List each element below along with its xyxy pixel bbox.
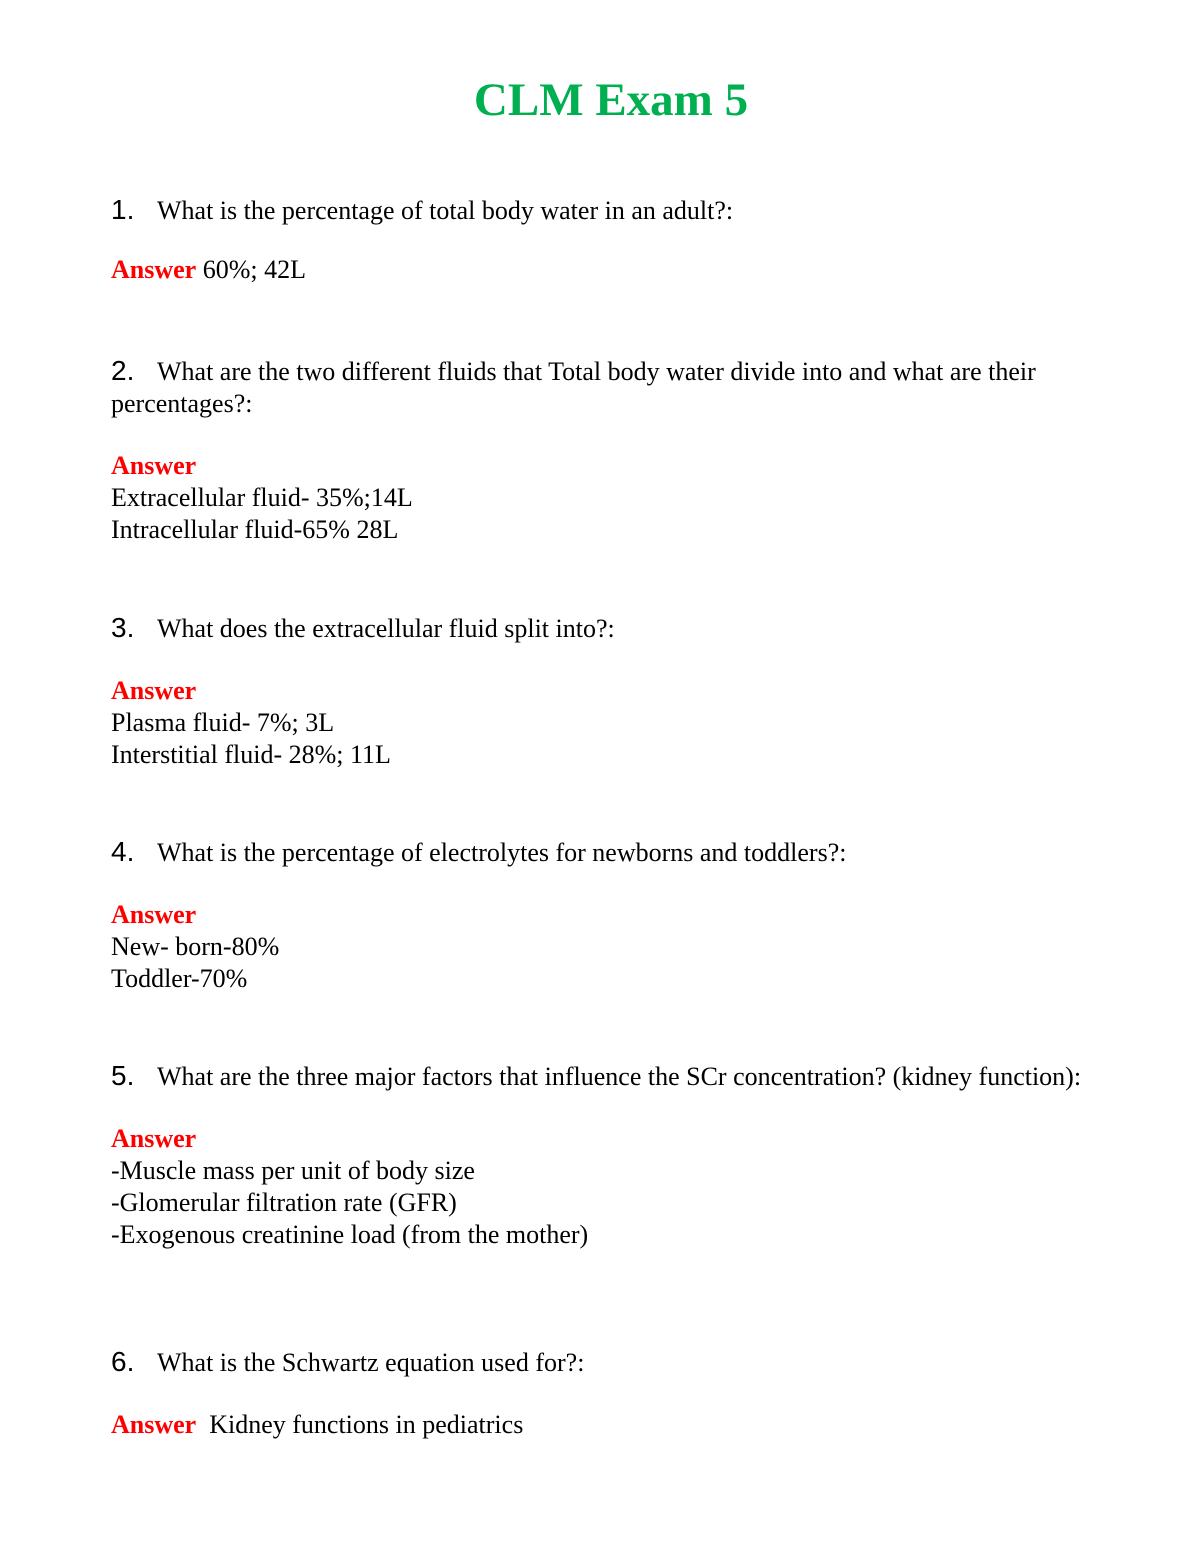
qa-item-2 (111, 355, 1111, 546)
answer-3 (111, 675, 1111, 771)
qa-item-5 (111, 1060, 1111, 1251)
answer-line: -Exogenous creatinine load (from the mother) (111, 1220, 589, 1249)
answer-line: Toddler-70% (111, 964, 248, 993)
answer-label: Answer (111, 1410, 197, 1439)
answer-line: Interstitial fluid- 28%; 11L (111, 740, 391, 769)
answer-4 (111, 899, 1111, 995)
answer-label: Answer (111, 1124, 197, 1153)
qa-item-4 (111, 836, 1111, 995)
answer-5 (111, 1123, 1111, 1251)
question-number: 6. (111, 1346, 135, 1377)
question-number: 5. (111, 1060, 135, 1091)
answer-label: Answer (111, 451, 197, 480)
answer-1 (111, 254, 1111, 286)
answer-label: Answer (111, 676, 197, 705)
answer-2 (111, 450, 1111, 546)
question-number: 4. (111, 836, 135, 867)
answer-line: Extracellular fluid- 35%;14L (111, 483, 413, 512)
answer-line: -Glomerular filtration rate (GFR) (111, 1188, 457, 1217)
question-number: 3. (111, 612, 135, 643)
question-text: What are the two different fluids that Total body water divide into and what are their percentages?: (111, 357, 1036, 418)
question-4 (111, 836, 1111, 869)
answer-line: -Muscle mass per unit of body size (111, 1156, 475, 1185)
answer-line: New- born-80% (111, 932, 280, 961)
question-1 (111, 194, 1111, 227)
answer-label: Answer (111, 255, 197, 284)
answer-line: Plasma fluid- 7%; 3L (111, 708, 335, 737)
question-number: 1. (111, 194, 135, 225)
question-text: What is the percentage of total body water in an adult?: (157, 196, 734, 225)
qa-item-6 (111, 1346, 1111, 1441)
question-number: 2. (111, 355, 135, 386)
question-text: What is the percentage of electrolytes for newborns and toddlers?: (157, 838, 847, 867)
question-text: What are the three major factors that influence the SCr concentration? (kidney function): (157, 1062, 1082, 1091)
answer-text: 60%; 42L (202, 255, 306, 284)
answer-6 (111, 1409, 1111, 1441)
answer-text: Kidney functions in pediatrics (209, 1410, 524, 1439)
question-2 (111, 355, 1111, 420)
question-5 (111, 1060, 1111, 1093)
question-text: What is the Schwartz equation used for?: (157, 1348, 585, 1377)
answer-line: Intracellular fluid-65% 28L (111, 515, 399, 544)
answer-label: Answer (111, 900, 197, 929)
qa-item-1 (111, 194, 1111, 286)
qa-item-3 (111, 612, 1111, 771)
question-6 (111, 1346, 1111, 1379)
question-text: What does the extracellular fluid split into?: (157, 614, 615, 643)
document-title: CLM Exam 5 (473, 74, 749, 126)
question-3 (111, 612, 1111, 645)
